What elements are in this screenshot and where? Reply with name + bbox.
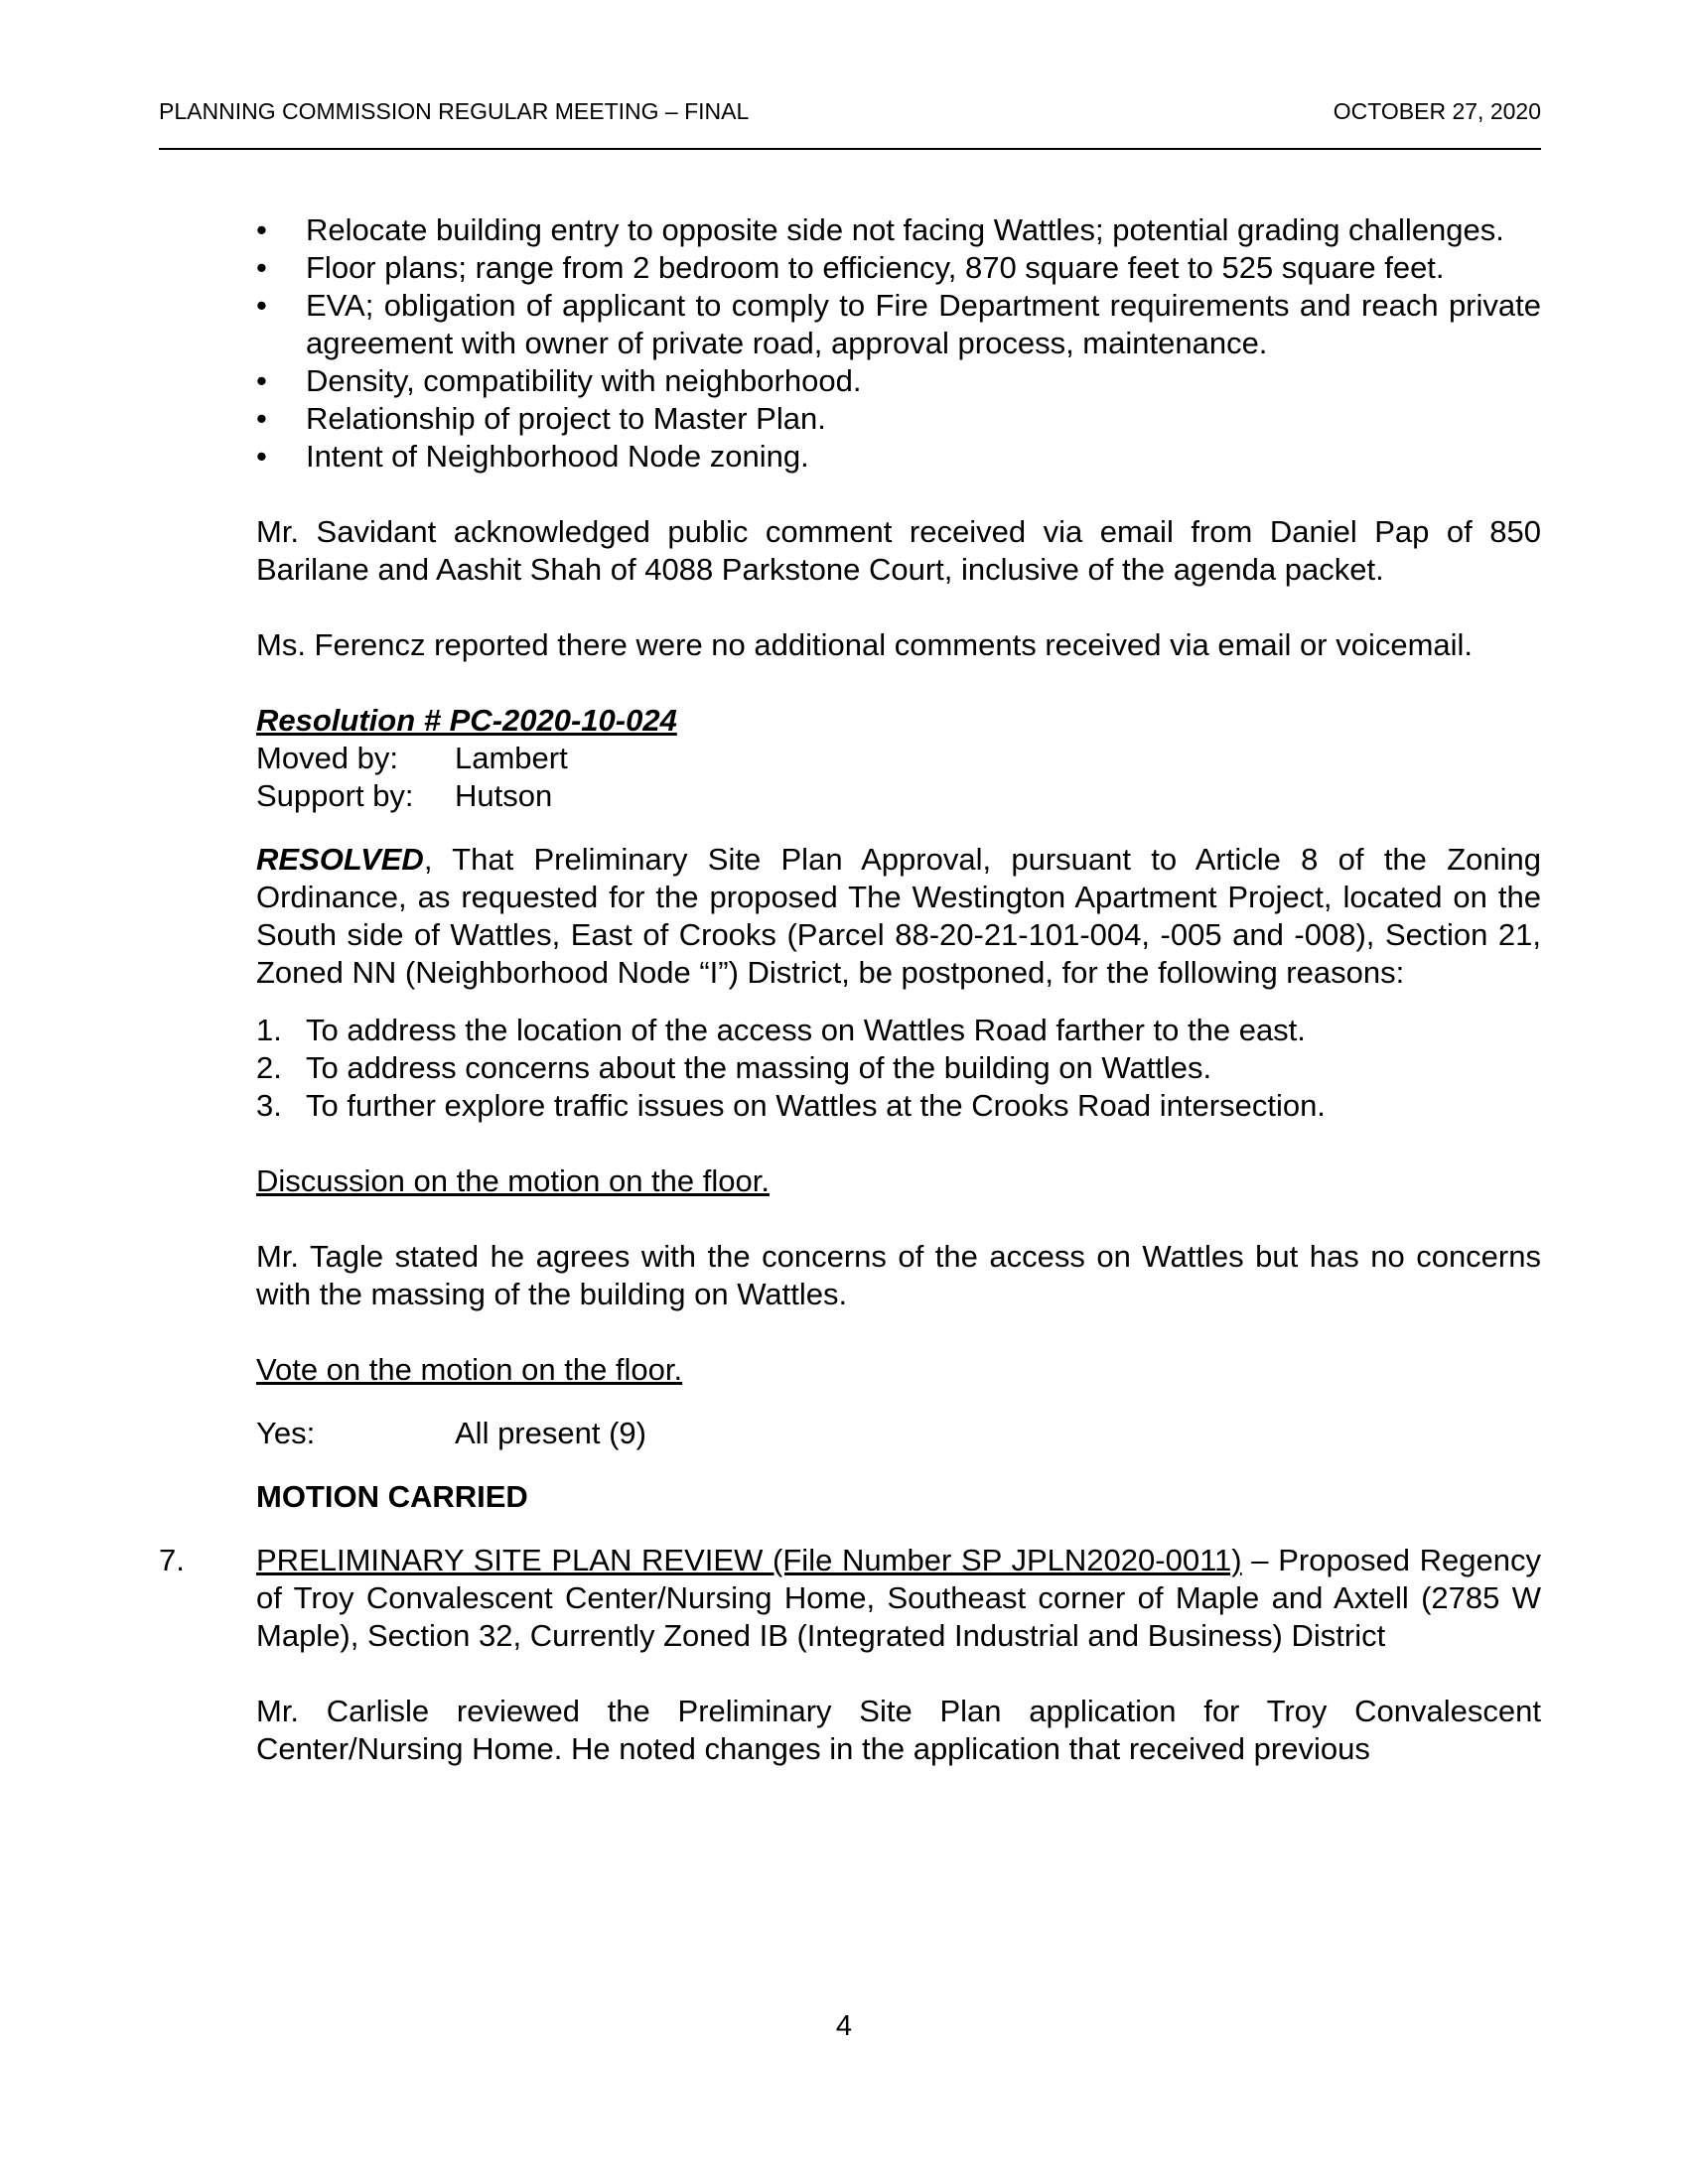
paragraph-savidant: Mr. Savidant acknowledged public comment received via email from Daniel Pap of 850 Barilane and Aashit Shah of 4088 Parkstone Court, inclusive of the agenda packet.	[256, 514, 1541, 587]
discussion-bullet-list	[256, 211, 1541, 476]
resolved-paragraph	[256, 841, 1541, 992]
resolved-keyword: RESOLVED	[256, 842, 424, 877]
paragraph-carlisle: Mr. Carlisle reviewed the Preliminary Site Plan application for Troy Convalescent Center/Nursing Home. He noted changes in the application that received previous	[256, 1694, 1541, 1766]
resolved-text: , That Preliminary Site Plan Approval, pursuant to Article 8 of the Zoning Ordinance, as requested for the proposed The Westington Apartment Project, located on the South side of Wattles, East of Crooks (Parcel 88-20-21-101-004, -005 and -008), Section 21, Zoned NN (Neighborhood Node “I”) District, be postponed, for the following reasons:	[256, 842, 1541, 990]
reason-item	[256, 1087, 1541, 1125]
paragraph-tagle: Mr. Tagle stated he agrees with the concerns of the access on Wattles but has no concerns with the massing of the building on Wattles.	[256, 1239, 1541, 1311]
header-meeting-title: PLANNING COMMISSION REGULAR MEETING – FINAL	[159, 98, 750, 124]
bullet-item: • Intent of Neighborhood Node zoning.	[256, 438, 1541, 476]
moved-by-label: Moved by:	[256, 741, 399, 775]
reason-number: 3.	[256, 1088, 282, 1123]
support-by-label: Support by:	[256, 778, 414, 813]
bullet-item: • Relocate building entry to opposite side not facing Wattles; potential grading challenges.	[256, 211, 1541, 249]
bullet-item: • EVA; obligation of applicant to comply to Fire Department requirements and reach private agreement with owner of private road, approval process, maintenance.	[256, 287, 1541, 362]
agenda-item-7-description: – Proposed Regency of Troy Convalescent Center/Nursing Home, Southeast corner of Maple and Axtell (2785 W Maple), Section 32, Currently Zoned IB (Integrated Industrial and Business) District	[256, 1543, 1541, 1653]
support-by-row	[256, 777, 1541, 815]
agenda-item-7	[159, 1542, 1541, 1655]
moved-by-row	[256, 740, 1541, 777]
reasons-list	[256, 1012, 1541, 1125]
bullet-item: • Floor plans; range from 2 bedroom to efficiency, 870 square feet to 525 square feet.	[256, 249, 1541, 287]
moved-by-value: Lambert	[455, 741, 568, 775]
reason-number: 2.	[256, 1050, 282, 1085]
header-date: OCTOBER 27, 2020	[1333, 98, 1541, 124]
reason-text: To further explore traffic issues on Wattles at the Crooks Road intersection.	[306, 1088, 1326, 1123]
vote-row	[256, 1415, 1541, 1452]
reason-text: To address concerns about the massing of the building on Wattles.	[306, 1050, 1212, 1085]
page-body	[159, 211, 1541, 1768]
agenda-item-7-title: PRELIMINARY SITE PLAN REVIEW (File Number SP JPLN2020-0011)	[256, 1543, 1242, 1577]
motion-result: MOTION CARRIED	[256, 1479, 528, 1514]
paragraph-ferencz: Ms. Ferencz reported there were no additional comments received via email or voicemail.	[256, 627, 1474, 662]
support-by-value: Hutson	[455, 778, 553, 813]
agenda-item-7-text	[256, 1542, 1541, 1655]
vote-heading: Vote on the motion on the floor.	[256, 1352, 683, 1387]
reason-number: 1.	[256, 1013, 282, 1047]
header-divider	[159, 148, 1541, 150]
agenda-item-number: 7.	[159, 1543, 185, 1577]
reason-item	[256, 1049, 1541, 1087]
vote-value: All present (9)	[455, 1416, 646, 1450]
resolution-title: Resolution # PC-2020-10-024	[256, 703, 677, 738]
page-number: 4	[835, 2010, 853, 2042]
bullet-item: • Density, compatibility with neighborhood.	[256, 362, 1541, 400]
reason-text: To address the location of the access on Wattles Road farther to the east.	[306, 1013, 1306, 1047]
reason-item	[256, 1012, 1541, 1049]
discussion-heading: Discussion on the motion on the floor.	[256, 1163, 770, 1198]
bullet-item: • Relationship of project to Master Plan.	[256, 400, 1541, 438]
vote-label: Yes:	[256, 1416, 316, 1450]
